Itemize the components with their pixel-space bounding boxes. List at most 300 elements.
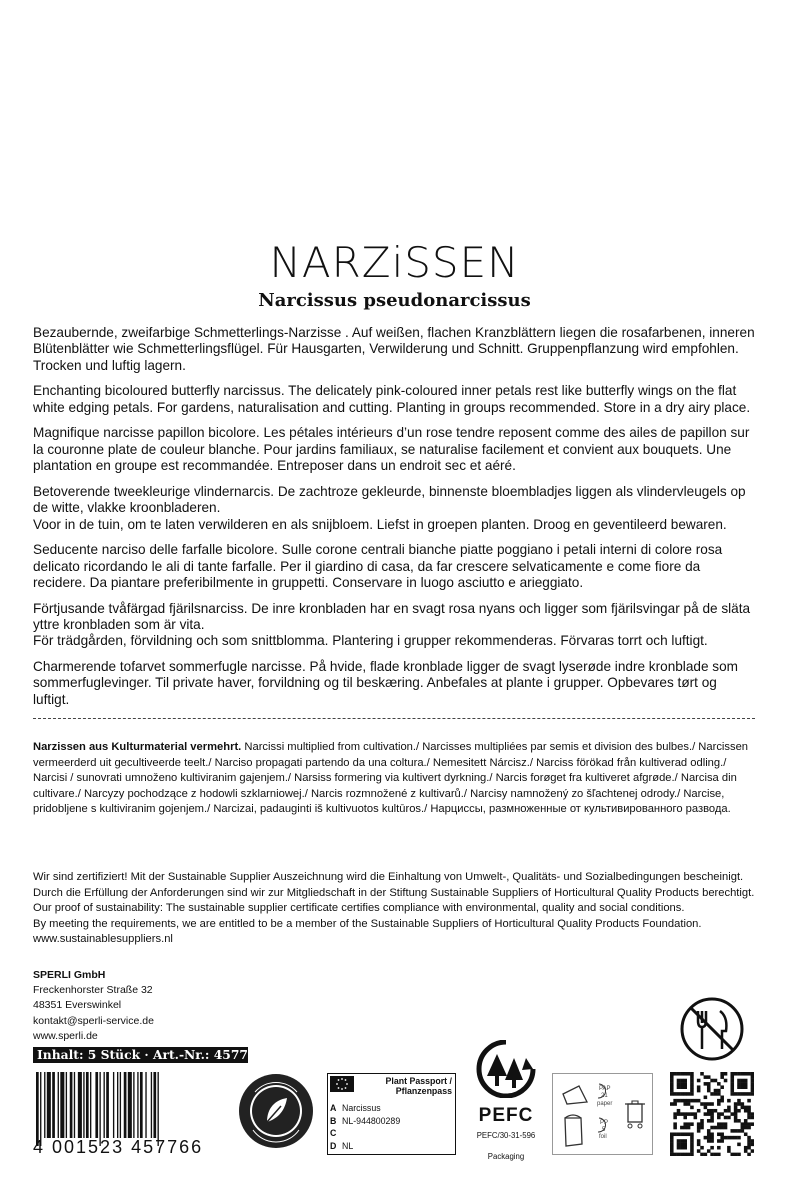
qr-module <box>727 1099 731 1103</box>
barcode-bar <box>74 1072 75 1138</box>
qr-module <box>730 1079 734 1083</box>
qr-module <box>673 1092 677 1096</box>
qr-module <box>747 1122 751 1126</box>
barcode-bar <box>44 1072 45 1138</box>
qr-module <box>677 1139 681 1143</box>
qr-module <box>741 1106 745 1110</box>
origin-note <box>33 740 755 818</box>
qr-module <box>707 1109 711 1113</box>
qr-module <box>741 1092 745 1096</box>
qr-module <box>687 1092 691 1096</box>
cert-line: Wir sind zertifiziert! Mit der Sustainable Supplier Auszeichnung wird die Einhaltung von Umwelt-, Qualitäts- und Sozialbedingungen bescheinigt. <box>33 871 744 883</box>
qr-module <box>707 1089 711 1093</box>
qr-module <box>673 1122 677 1126</box>
qr-module <box>730 1136 734 1140</box>
pefc-logo <box>470 1040 542 1160</box>
qr-module <box>710 1136 714 1140</box>
qr-module <box>710 1146 714 1150</box>
qr-module <box>690 1099 694 1103</box>
qr-module <box>714 1092 718 1096</box>
passport-row-d <box>330 1140 400 1153</box>
qr-module <box>677 1092 681 1096</box>
description-da: Charmerende tofarvet sommerfugle narcisse. På hvide, flade kronblade ligger de svagt lyserøde indre kronblade som sommerfuglevinger. Til private haver, forvildning og til beskæring. Anbefales at plante i grupper. Opbevares tørt og luftigt. <box>33 659 738 707</box>
description-de: Bezaubernde, zweifarbige Schmetterlings-Narzisse . Auf weißen, flachen Kranzblättern liegen die rosafarbenen, inneren Blütenblätter wie Schmetterlingsflügel. Für Hausgarten, Verwilderung und Schnitt. Gruppenpflanzung wird empfohlen. Trocken und luftig lagern. <box>33 325 755 373</box>
qr-module <box>704 1082 708 1086</box>
qr-module <box>747 1143 751 1147</box>
barcode-bar <box>52 1072 55 1138</box>
qr-module <box>677 1079 681 1083</box>
qr-module <box>673 1132 677 1136</box>
qr-module <box>717 1102 721 1106</box>
passport-row-a <box>330 1102 400 1115</box>
qr-module <box>670 1102 674 1106</box>
qr-module <box>744 1085 748 1089</box>
qr-module <box>714 1153 718 1156</box>
qr-module <box>687 1122 691 1126</box>
qr-module <box>697 1149 701 1153</box>
qr-module <box>690 1136 694 1140</box>
plant-passport <box>327 1073 456 1155</box>
qr-module <box>744 1072 748 1076</box>
barcode-bar <box>158 1072 159 1146</box>
qr-module <box>747 1106 751 1110</box>
barcode-bar <box>104 1072 105 1138</box>
qr-module <box>724 1109 728 1113</box>
qr-module <box>697 1089 701 1093</box>
qr-module <box>737 1082 741 1086</box>
qr-module <box>677 1109 681 1113</box>
qr-module <box>704 1112 708 1116</box>
qr-module <box>690 1072 694 1076</box>
qr-module <box>744 1092 748 1096</box>
qr-module <box>707 1119 711 1123</box>
description-nl-2: Voor in de tuin, om te laten verwilderen en als snijbloem. Liefst in groepen planten. Droog en geventileerd bewaren. <box>33 516 727 532</box>
qr-module <box>730 1112 734 1116</box>
qr-module <box>704 1096 708 1100</box>
qr-module <box>717 1139 721 1143</box>
qr-module <box>687 1072 691 1076</box>
qr-module <box>737 1153 741 1156</box>
qr-module <box>690 1139 694 1143</box>
qr-module <box>704 1136 708 1140</box>
qr-module <box>670 1149 674 1153</box>
qr-module <box>714 1126 718 1130</box>
barcode-bar <box>113 1072 114 1138</box>
qr-module <box>727 1116 731 1120</box>
qr-module <box>690 1143 694 1147</box>
origin-lead: Narzissen aus Kulturmaterial vermehrt. <box>33 741 242 753</box>
description-fr: Magnifique narcisse papillon bicolore. Les pétales intérieurs d’un rose tendre reposent comme des ailes de papillon sur la couronne plate de couleur blanche. Pour jardins familiaux, se naturalise facilement et convient aux bouquets. Une plantation en groupe est recommandée. Entreposer dans un endroit sec et aéré. <box>33 425 750 474</box>
qr-module <box>741 1129 745 1133</box>
qr-module <box>700 1122 704 1126</box>
qr-module <box>680 1099 684 1103</box>
barcode-bar <box>36 1072 39 1146</box>
barcode-bar <box>140 1072 143 1138</box>
qr-module <box>737 1085 741 1089</box>
qr-module <box>680 1092 684 1096</box>
qr-module <box>741 1079 745 1083</box>
qr-module <box>720 1139 724 1143</box>
origin-text: Narcissi multiplied from cultivation./ Narcisses multipliées par semis et division des bulbes./ Narcissen vermeerderd uit gecultiveerde teelt./ Narciso propagati partendo da una coltura./ Nemesitett Nárcisz./ Narciss förökad från kultiverad odling./ Narcisi / sunovrati umnoženo kultiviranim gajenjem./ Narsiss formering via kultivert dyrkning./ Narcis forøget fra kultiveret afgrøde./ Narcisa din cultivare./ Narcyzy pochodzące z hodowli szklarniowej./ Narcis rozmnožené z kultivarů./ Narcisy namnožený zo šľachtenej odrody./ Narcise, pridobljene s kultiviranim gojenjem./ Narcizai, padauginti iš kultivuotos kultūros./ Нарциссы, размноженные от культивированного развода. <box>33 741 749 815</box>
qr-module <box>720 1122 724 1126</box>
qr-module <box>727 1149 731 1153</box>
qr-module <box>744 1079 748 1083</box>
qr-module <box>683 1112 687 1116</box>
description-sv-2: För trädgården, förvildning och som snittblomma. Plantering i grupper rekommenderas. Förvaras torrt och luftigt. <box>33 633 708 649</box>
qr-module <box>751 1122 754 1126</box>
qr-module <box>680 1153 684 1156</box>
qr-module <box>734 1092 738 1096</box>
qr-module <box>704 1075 708 1079</box>
qr-module <box>741 1085 745 1089</box>
qr-module <box>680 1126 684 1130</box>
qr-module <box>717 1099 721 1103</box>
qr-module <box>700 1119 704 1123</box>
qr-module <box>694 1116 698 1120</box>
qr-module <box>744 1132 748 1136</box>
qr-module <box>744 1149 748 1153</box>
pefc-code: PEFC/30-31-596 <box>476 1131 536 1140</box>
qr-module <box>694 1112 698 1116</box>
qr-module <box>687 1099 691 1103</box>
qr-module <box>700 1153 704 1156</box>
qr-module <box>710 1079 714 1083</box>
barcode-bar <box>145 1072 146 1138</box>
qr-module <box>673 1126 677 1130</box>
qr-module <box>734 1136 738 1140</box>
qr-module <box>751 1075 754 1079</box>
qr-module <box>697 1079 701 1083</box>
qr-module <box>683 1153 687 1156</box>
qr-module <box>697 1126 701 1130</box>
sustainable-supplier-logo <box>237 1072 315 1150</box>
row-value: NL-944800289 <box>342 1115 401 1126</box>
company-city: 48351 Everswinkel <box>33 999 122 1012</box>
barcode-bar <box>40 1072 41 1146</box>
qr-module <box>741 1082 745 1086</box>
qr-module <box>747 1092 751 1096</box>
qr-module <box>747 1146 751 1150</box>
qr-module <box>687 1126 691 1130</box>
qr-module <box>700 1126 704 1130</box>
qr-module <box>751 1089 754 1093</box>
qr-module <box>690 1075 694 1079</box>
qr-module <box>683 1132 687 1136</box>
qr-module <box>741 1126 745 1130</box>
barcode-bar <box>83 1072 84 1138</box>
qr-module <box>737 1136 741 1140</box>
qr-module <box>690 1085 694 1089</box>
qr-module <box>737 1079 741 1083</box>
qr-module <box>690 1106 694 1110</box>
qr-module <box>677 1085 681 1089</box>
barcode-bar <box>58 1072 59 1138</box>
qr-module <box>744 1109 748 1113</box>
qr-module <box>690 1112 694 1116</box>
pefc-packaging: Packaging <box>487 1152 525 1161</box>
qr-module <box>741 1122 745 1126</box>
row-value: NL <box>342 1140 354 1151</box>
qr-module <box>744 1082 748 1086</box>
qr-module <box>677 1146 681 1150</box>
qr-module <box>670 1089 674 1093</box>
qr-module <box>710 1126 714 1130</box>
qr-module <box>720 1075 724 1079</box>
description-en: Enchanting bicoloured butterfly narcissus. The delicately pink-coloured inner petals rest like butterfly wings on the flat white edging petals. For gardens, naturalisation and cutting. Planting in groups recommended. Store in a dry airy place. <box>33 383 751 415</box>
qr-module <box>677 1072 681 1076</box>
cert-url: www.sustainablesuppliers.nl <box>33 933 173 945</box>
qr-module <box>737 1099 741 1103</box>
qr-module <box>700 1072 704 1076</box>
qr-module <box>697 1139 701 1143</box>
qr-module <box>670 1136 674 1140</box>
qr-module <box>673 1112 677 1116</box>
qr-module <box>744 1119 748 1123</box>
qr-module <box>727 1136 731 1140</box>
qr-module <box>683 1079 687 1083</box>
qr-module <box>737 1129 741 1133</box>
qr-module <box>717 1116 721 1120</box>
qr-module <box>673 1072 677 1076</box>
barcode-bar <box>128 1072 132 1138</box>
row-value: Narcissus <box>342 1103 381 1113</box>
qr-module <box>717 1092 721 1096</box>
qr-module <box>690 1092 694 1096</box>
qr-module <box>751 1079 754 1083</box>
barcode-bar <box>120 1072 121 1138</box>
qr-module <box>747 1112 751 1116</box>
qr-module <box>690 1089 694 1093</box>
qr-module <box>683 1072 687 1076</box>
qr-module <box>710 1116 714 1120</box>
barcode-bar <box>117 1072 118 1138</box>
cert-line: Durch die Erfüllung der Anforderungen sind wir zur Mitgliedschaft in der Stiftung Sustainable Suppliers of Horticultural Quality Products berechtigt. <box>33 886 755 899</box>
qr-module <box>683 1139 687 1143</box>
qr-module <box>751 1143 754 1147</box>
qr-module <box>717 1126 721 1130</box>
qr-module <box>683 1102 687 1106</box>
qr-module <box>707 1112 711 1116</box>
dashed-divider <box>33 718 755 719</box>
qr-module <box>690 1082 694 1086</box>
qr-module <box>751 1112 754 1116</box>
qr-module <box>680 1079 684 1083</box>
qr-module <box>673 1153 677 1156</box>
qr-module <box>747 1136 751 1140</box>
company-address <box>33 968 154 1044</box>
qr-module <box>690 1153 694 1156</box>
pap-num: 21 <box>601 1093 608 1099</box>
cert-line: By meeting the requirements, we are entitled to be a member of the Sustainable Suppliers of Horticultural Quality Products Foundation. <box>33 917 702 930</box>
qr-module <box>717 1122 721 1126</box>
barcode-bar <box>70 1072 73 1138</box>
qr-module <box>704 1106 708 1110</box>
description-it: Seducente narciso delle farfalle bicolore. Sulle corone centrali bianche piatte poggiano i petali interni di colore rosa delicato ricordando le ali di tante farfalle. Per il giardino di casa, da far crescere selvaticamente e come fiore da recidere. Da piantare preferibilmente in gruppetti. Conservare in luogo asciutto e arieggiato. <box>33 542 723 591</box>
qr-module <box>747 1116 751 1120</box>
qr-module <box>697 1085 701 1089</box>
qr-module <box>751 1149 754 1153</box>
qr-module <box>677 1082 681 1086</box>
qr-module <box>680 1139 684 1143</box>
qr-module <box>710 1112 714 1116</box>
qr-module <box>670 1085 674 1089</box>
qr-module <box>724 1116 728 1120</box>
qr-module <box>714 1089 718 1093</box>
qr-module <box>727 1146 731 1150</box>
qr-module <box>747 1099 751 1103</box>
qr-module <box>697 1143 701 1147</box>
barcode-bar <box>106 1072 109 1138</box>
barcode-bar <box>60 1072 64 1138</box>
qr-module <box>673 1102 677 1106</box>
qr-module <box>707 1085 711 1089</box>
qr-module <box>751 1116 754 1120</box>
qr-module <box>730 1072 734 1076</box>
pp-top: PP <box>600 1120 609 1126</box>
qr-module <box>697 1099 701 1103</box>
qr-module <box>683 1082 687 1086</box>
pap-top: PAP <box>599 1086 611 1092</box>
qr-module <box>734 1153 738 1156</box>
barcode-bar <box>124 1072 127 1138</box>
qr-module <box>680 1143 684 1147</box>
pefc-label: PEFC <box>478 1105 534 1126</box>
pefc-trees-icon <box>476 1040 536 1098</box>
qr-module <box>737 1109 741 1113</box>
qr-module <box>734 1102 738 1106</box>
qr-module <box>727 1106 731 1110</box>
qr-module <box>670 1079 674 1083</box>
qr-module <box>724 1136 728 1140</box>
qr-module <box>720 1099 724 1103</box>
qr-module <box>717 1089 721 1093</box>
barcode-bar <box>47 1072 51 1138</box>
row-key: A <box>330 1103 337 1113</box>
qr-module <box>744 1146 748 1150</box>
qr-module <box>707 1129 711 1133</box>
qr-module <box>714 1079 718 1083</box>
qr-module <box>730 1085 734 1089</box>
qr-module <box>737 1102 741 1106</box>
qr-module <box>690 1149 694 1153</box>
barcode-bar <box>133 1072 134 1138</box>
cert-line: Our proof of sustainability: The sustainable supplier certificate certifies compliance with environmental, quality and social conditions. <box>33 902 685 914</box>
qr-module <box>734 1129 738 1133</box>
qr-module <box>707 1139 711 1143</box>
qr-module <box>697 1122 701 1126</box>
qr-module <box>720 1112 724 1116</box>
qr-module <box>720 1132 724 1136</box>
qr-module <box>680 1072 684 1076</box>
passport-row-c <box>330 1127 400 1140</box>
qr-module <box>717 1082 721 1086</box>
qr-module <box>747 1109 751 1113</box>
barcode-bar <box>78 1072 82 1138</box>
qr-module <box>734 1112 738 1116</box>
qr-module <box>717 1153 721 1156</box>
qr-module <box>720 1126 724 1130</box>
qr-module <box>677 1099 681 1103</box>
qr-module <box>677 1132 681 1136</box>
qr-module <box>751 1139 754 1143</box>
qr-module <box>730 1153 734 1156</box>
pp-word: foil <box>599 1134 607 1140</box>
recycling-info <box>552 1073 653 1155</box>
qr-module <box>720 1096 724 1100</box>
qr-module <box>680 1132 684 1136</box>
row-key: B <box>330 1115 337 1126</box>
barcode-bar <box>153 1072 156 1138</box>
qr-module <box>697 1109 701 1113</box>
barcode-bar <box>86 1072 89 1138</box>
qr-module <box>720 1136 724 1140</box>
qr-module <box>683 1099 687 1103</box>
passport-heading-line2: Pflanzenpass <box>395 1086 452 1096</box>
qr-module <box>677 1153 681 1156</box>
qr-module <box>670 1082 674 1086</box>
qr-module <box>694 1099 698 1103</box>
barcode-bar <box>151 1072 152 1138</box>
barcode-number: 4 001523 457766 <box>33 1137 204 1157</box>
qr-module <box>683 1092 687 1096</box>
qr-module <box>690 1146 694 1150</box>
qr-code <box>670 1072 754 1156</box>
qr-module <box>680 1112 684 1116</box>
qr-module <box>727 1109 731 1113</box>
qr-module <box>734 1116 738 1120</box>
barcode-bar <box>90 1072 91 1138</box>
qr-module <box>670 1139 674 1143</box>
barcode-bar <box>137 1072 138 1138</box>
company-name: SPERLI GmbH <box>33 969 106 981</box>
qr-module <box>670 1092 674 1096</box>
qr-module <box>747 1126 751 1130</box>
qr-module <box>724 1126 728 1130</box>
qr-module <box>670 1075 674 1079</box>
qr-module <box>751 1082 754 1086</box>
qr-module <box>724 1072 728 1076</box>
qr-module <box>670 1153 674 1156</box>
qr-module <box>690 1079 694 1083</box>
barcode-bar <box>66 1072 67 1138</box>
description-nl-1: Betoverende tweekleurige vlindernarcis. De zachtroze gekleurde, binnenste bloembladjes liggen als vlindervleugels op de witte, vlakke kroonbladeren. <box>33 483 746 516</box>
qr-module <box>670 1146 674 1150</box>
qr-module <box>744 1126 748 1130</box>
qr-module <box>680 1082 684 1086</box>
description-block <box>33 325 755 717</box>
qr-module <box>670 1132 674 1136</box>
qr-module <box>730 1082 734 1086</box>
qr-module <box>670 1143 674 1147</box>
qr-module <box>737 1092 741 1096</box>
eu-flag-icon <box>330 1076 354 1092</box>
qr-module <box>683 1116 687 1120</box>
qr-module <box>707 1149 711 1153</box>
qr-module <box>704 1102 708 1106</box>
page-title: NARZiSSEN <box>269 238 520 287</box>
qr-module <box>747 1072 751 1076</box>
qr-module <box>710 1102 714 1106</box>
qr-module <box>737 1143 741 1147</box>
passport-rows <box>330 1102 400 1152</box>
qr-module <box>741 1072 745 1076</box>
passport-heading-line1: Plant Passport / <box>385 1076 452 1086</box>
row-key: D <box>330 1140 337 1151</box>
qr-module <box>737 1119 741 1123</box>
qr-module <box>751 1085 754 1089</box>
not-for-consumption-icon <box>678 995 746 1063</box>
qr-module <box>670 1072 674 1076</box>
